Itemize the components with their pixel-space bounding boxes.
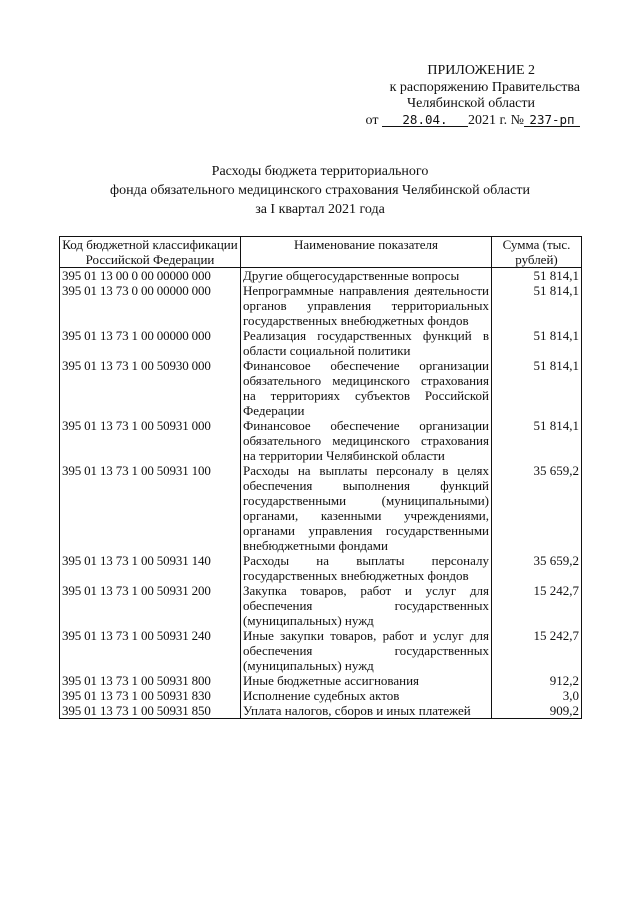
table-row bbox=[60, 328, 582, 358]
table-row bbox=[60, 583, 582, 628]
row-name: Расходы на выплаты персоналу государственных внебюджетных фондов bbox=[241, 553, 492, 583]
row-code: 395 01 13 73 1 00 50931 100 bbox=[60, 463, 241, 553]
row-sum: 35 659,2 bbox=[492, 463, 582, 553]
row-sum: 15 242,7 bbox=[492, 583, 582, 628]
table-row bbox=[60, 673, 582, 688]
table-row bbox=[60, 283, 582, 328]
table-row bbox=[60, 688, 582, 703]
row-sum: 912,2 bbox=[492, 673, 582, 688]
row-code: 395 01 13 73 1 00 50931 800 bbox=[60, 673, 241, 688]
appendix-block bbox=[340, 63, 580, 129]
row-code: 395 01 13 73 1 00 50931 200 bbox=[60, 583, 241, 628]
row-name: Исполнение судебных актов bbox=[241, 688, 492, 703]
row-name: Закупка товаров, работ и услуг для обеспечения государственных (муниципальных) нужд bbox=[241, 583, 492, 628]
title-line-2: фонда обязательного медицинского страхования Челябинской области bbox=[110, 183, 530, 198]
from-label: от bbox=[365, 112, 379, 128]
row-name: Расходы на выплаты персоналу в целях обеспечения выполнения функций государственными (муниципальными) органами, казенными учреждениями, органами управления государственными внебюджетными фондами bbox=[241, 463, 492, 553]
row-name: Иные закупки товаров, работ и услуг для обеспечения государственных (муниципальных) нужд bbox=[241, 628, 492, 673]
row-code: 395 01 13 73 1 00 00000 000 bbox=[60, 328, 241, 358]
appendix-order-line: к распоряжению Правительства bbox=[389, 79, 580, 95]
row-code: 395 01 13 00 0 00 00000 000 bbox=[60, 268, 241, 284]
row-name: Реализация государственных функций в области социальной политики bbox=[241, 328, 492, 358]
row-sum: 35 659,2 bbox=[492, 553, 582, 583]
table-row bbox=[60, 358, 582, 418]
row-name: Финансовое обеспечение организации обязательного медицинского страхования на территории Челябинской области bbox=[241, 418, 492, 463]
budget-table bbox=[59, 236, 582, 719]
row-sum: 51 814,1 bbox=[492, 418, 582, 463]
title-line-3: за I квартал 2021 года bbox=[255, 202, 385, 217]
row-code: 395 01 13 73 1 00 50931 140 bbox=[60, 553, 241, 583]
row-sum: 3,0 bbox=[492, 688, 582, 703]
table-row bbox=[60, 418, 582, 463]
row-code: 395 01 13 73 1 00 50931 830 bbox=[60, 688, 241, 703]
row-sum: 15 242,7 bbox=[492, 628, 582, 673]
row-code: 395 01 13 73 1 00 50930 000 bbox=[60, 358, 241, 418]
table-header-row bbox=[60, 237, 582, 268]
year-number-label: 2021 г. № bbox=[467, 112, 524, 128]
document-title bbox=[60, 162, 580, 219]
header-sum: Сумма (тыс. рублей) bbox=[492, 237, 582, 268]
row-code: 395 01 13 73 1 00 50931 240 bbox=[60, 628, 241, 673]
row-name: Уплата налогов, сборов и иных платежей bbox=[241, 703, 492, 719]
row-sum: 51 814,1 bbox=[492, 328, 582, 358]
row-code: 395 01 13 73 1 00 50931 850 bbox=[60, 703, 241, 719]
table-row bbox=[60, 268, 582, 284]
row-sum: 51 814,1 bbox=[492, 283, 582, 328]
appendix-title: ПРИЛОЖЕНИЕ 2 bbox=[427, 63, 535, 78]
row-code: 395 01 13 73 0 00 00000 000 bbox=[60, 283, 241, 328]
table-row bbox=[60, 463, 582, 553]
handwritten-date: 28.04. bbox=[382, 113, 468, 127]
table-row bbox=[60, 703, 582, 719]
row-code: 395 01 13 73 1 00 50931 000 bbox=[60, 418, 241, 463]
appendix-region-line: Челябинской области bbox=[407, 96, 535, 111]
row-name: Финансовое обеспечение организации обязательного медицинского страхования на территориях субъектов Российской Федерации bbox=[241, 358, 492, 418]
header-code: Код бюджетной классификации Российской Федерации bbox=[60, 237, 241, 268]
header-name: Наименование показателя bbox=[241, 237, 492, 268]
row-name: Другие общегосударственные вопросы bbox=[241, 268, 492, 284]
handwritten-number: 237-рп bbox=[524, 113, 580, 127]
table-row bbox=[60, 628, 582, 673]
appendix-date-line bbox=[340, 113, 580, 130]
row-name: Непрограммные направления деятельности органов управления территориальных государственных внебюджетных фондов bbox=[241, 283, 492, 328]
row-sum: 51 814,1 bbox=[492, 268, 582, 284]
row-sum: 909,2 bbox=[492, 703, 582, 719]
row-name: Иные бюджетные ассигнования bbox=[241, 673, 492, 688]
title-line-1: Расходы бюджета территориального bbox=[211, 164, 429, 179]
table-row bbox=[60, 553, 582, 583]
row-sum: 51 814,1 bbox=[492, 358, 582, 418]
